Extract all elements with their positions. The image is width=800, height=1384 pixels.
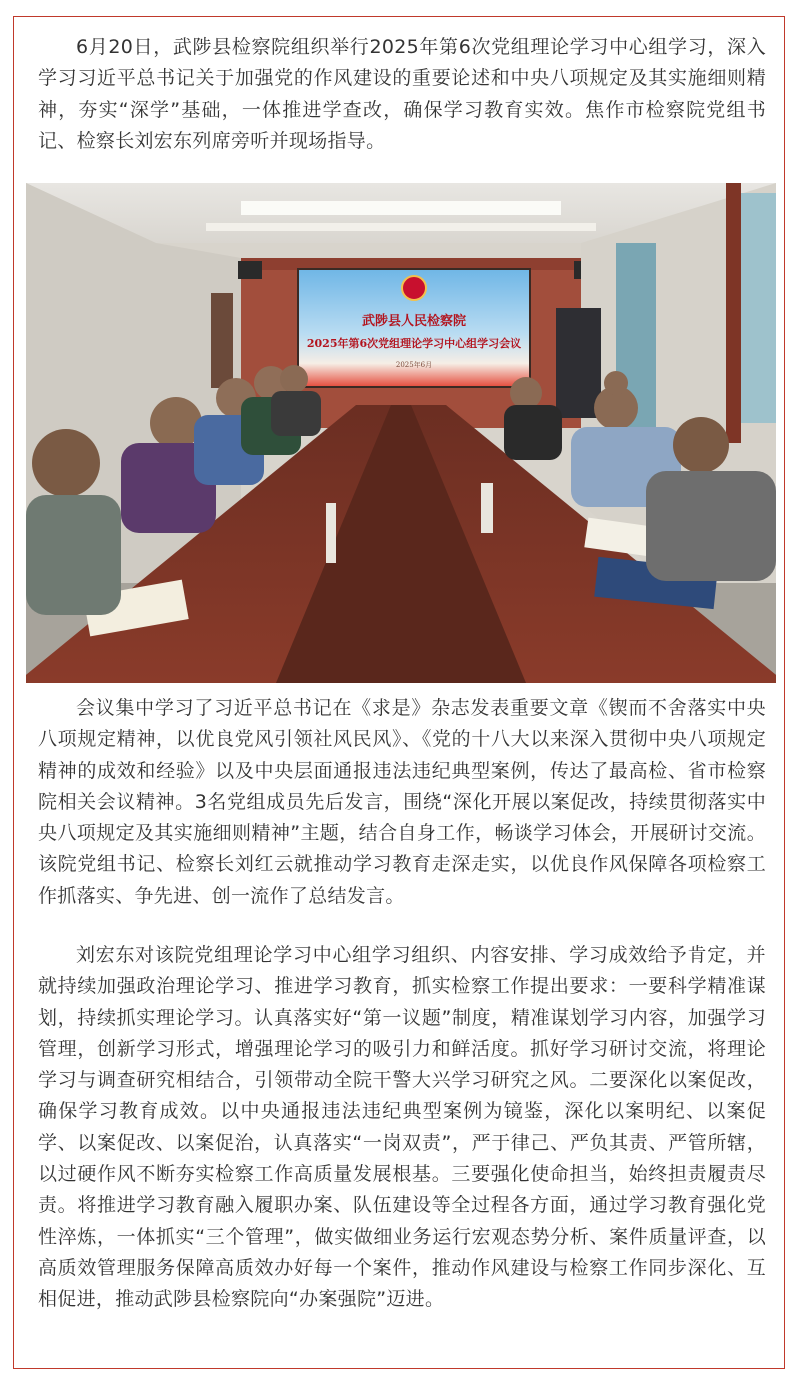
article-paragraph-2: 会议集中学习了习近平总书记在《求是》杂志发表重要文章《锲而不舍落实中央八项规定精神，以优良党风引领社风民风》、《党的十八大以来深入贯彻中央八项规定精神的成效和经验》以及中央层面通报违法违纪典型案例，传达了最高检、省市检察院相关会议精神。3名党组成员先后发言，围绕“深化开展以案促改，持续贯彻落实中央八项规定及其实施细则精神”主题，结合自身工作，畅谈学习体会，开展研讨交流。该院党组书记、检察长刘红云就推动学习教育走深走实，以优良作风保障各项检察工作抓落实、争先进、创一流作了总结发言。 <box>38 697 766 907</box>
screen-subtitle: 2025年第6次党组理论学习中心组学习会议 <box>306 337 522 350</box>
screen-date: 2025年6月 <box>395 361 433 369</box>
article-paragraph-1: 6月20日，武陟县检察院组织举行2025年第6次党组理论学习中心组学习，深入学习习近平总书记关于加强党的作风建设的重要论述和中央八项规定及其实施细则精神，夯实“深学”基础，一体推进学查改，确保学习教育实效。焦作市检察院党组书记、检察长刘宏东列席旁听并现场指导。 <box>38 36 766 152</box>
screen-title: 武陟县人民检察院 <box>361 314 467 329</box>
article-paragraph-3: 刘宏东对该院党组理论学习中心组学习组织、内容安排、学习成效给予肯定，并就持续加强政治理论学习、推进学习教育，抓实检察工作提出要求：一要科学精准谋划，持续抓实理论学习。认真落实好“第一议题”制度，精准谋划学习内容，加强学习管理，创新学习形式，增强理论学习的吸引力和鲜活度。抓好学习研讨交流，将理论学习与调查研究相结合，引领带动全院干警大兴学习研究之风。二要深化以案促改，确保学习教育成效。以中央通报违法违纪典型案例为镜鉴，深化以案明纪、以案促学、以案促改、以案促治，认真落实“一岗双责”，严于律己、严负其责、严管所辖，以过硬作风不断夯实检察工作高质量发展根基。三要强化使命担当，始终担责履责尽责。将推进学习教育融入履职办案、队伍建设等全过程各方面，通过学习教育强化党性淬炼，一体抓实“三个管理”，做实做细业务运行宏观态势分析、案件质量评查，以高质效管理服务保障高质效办好每一个案件，推动作风建设与检察工作同步深化、互相促进，推动武陟县检察院向“办案强院”迈进。 <box>38 944 766 1311</box>
meeting-photo <box>26 183 776 683</box>
